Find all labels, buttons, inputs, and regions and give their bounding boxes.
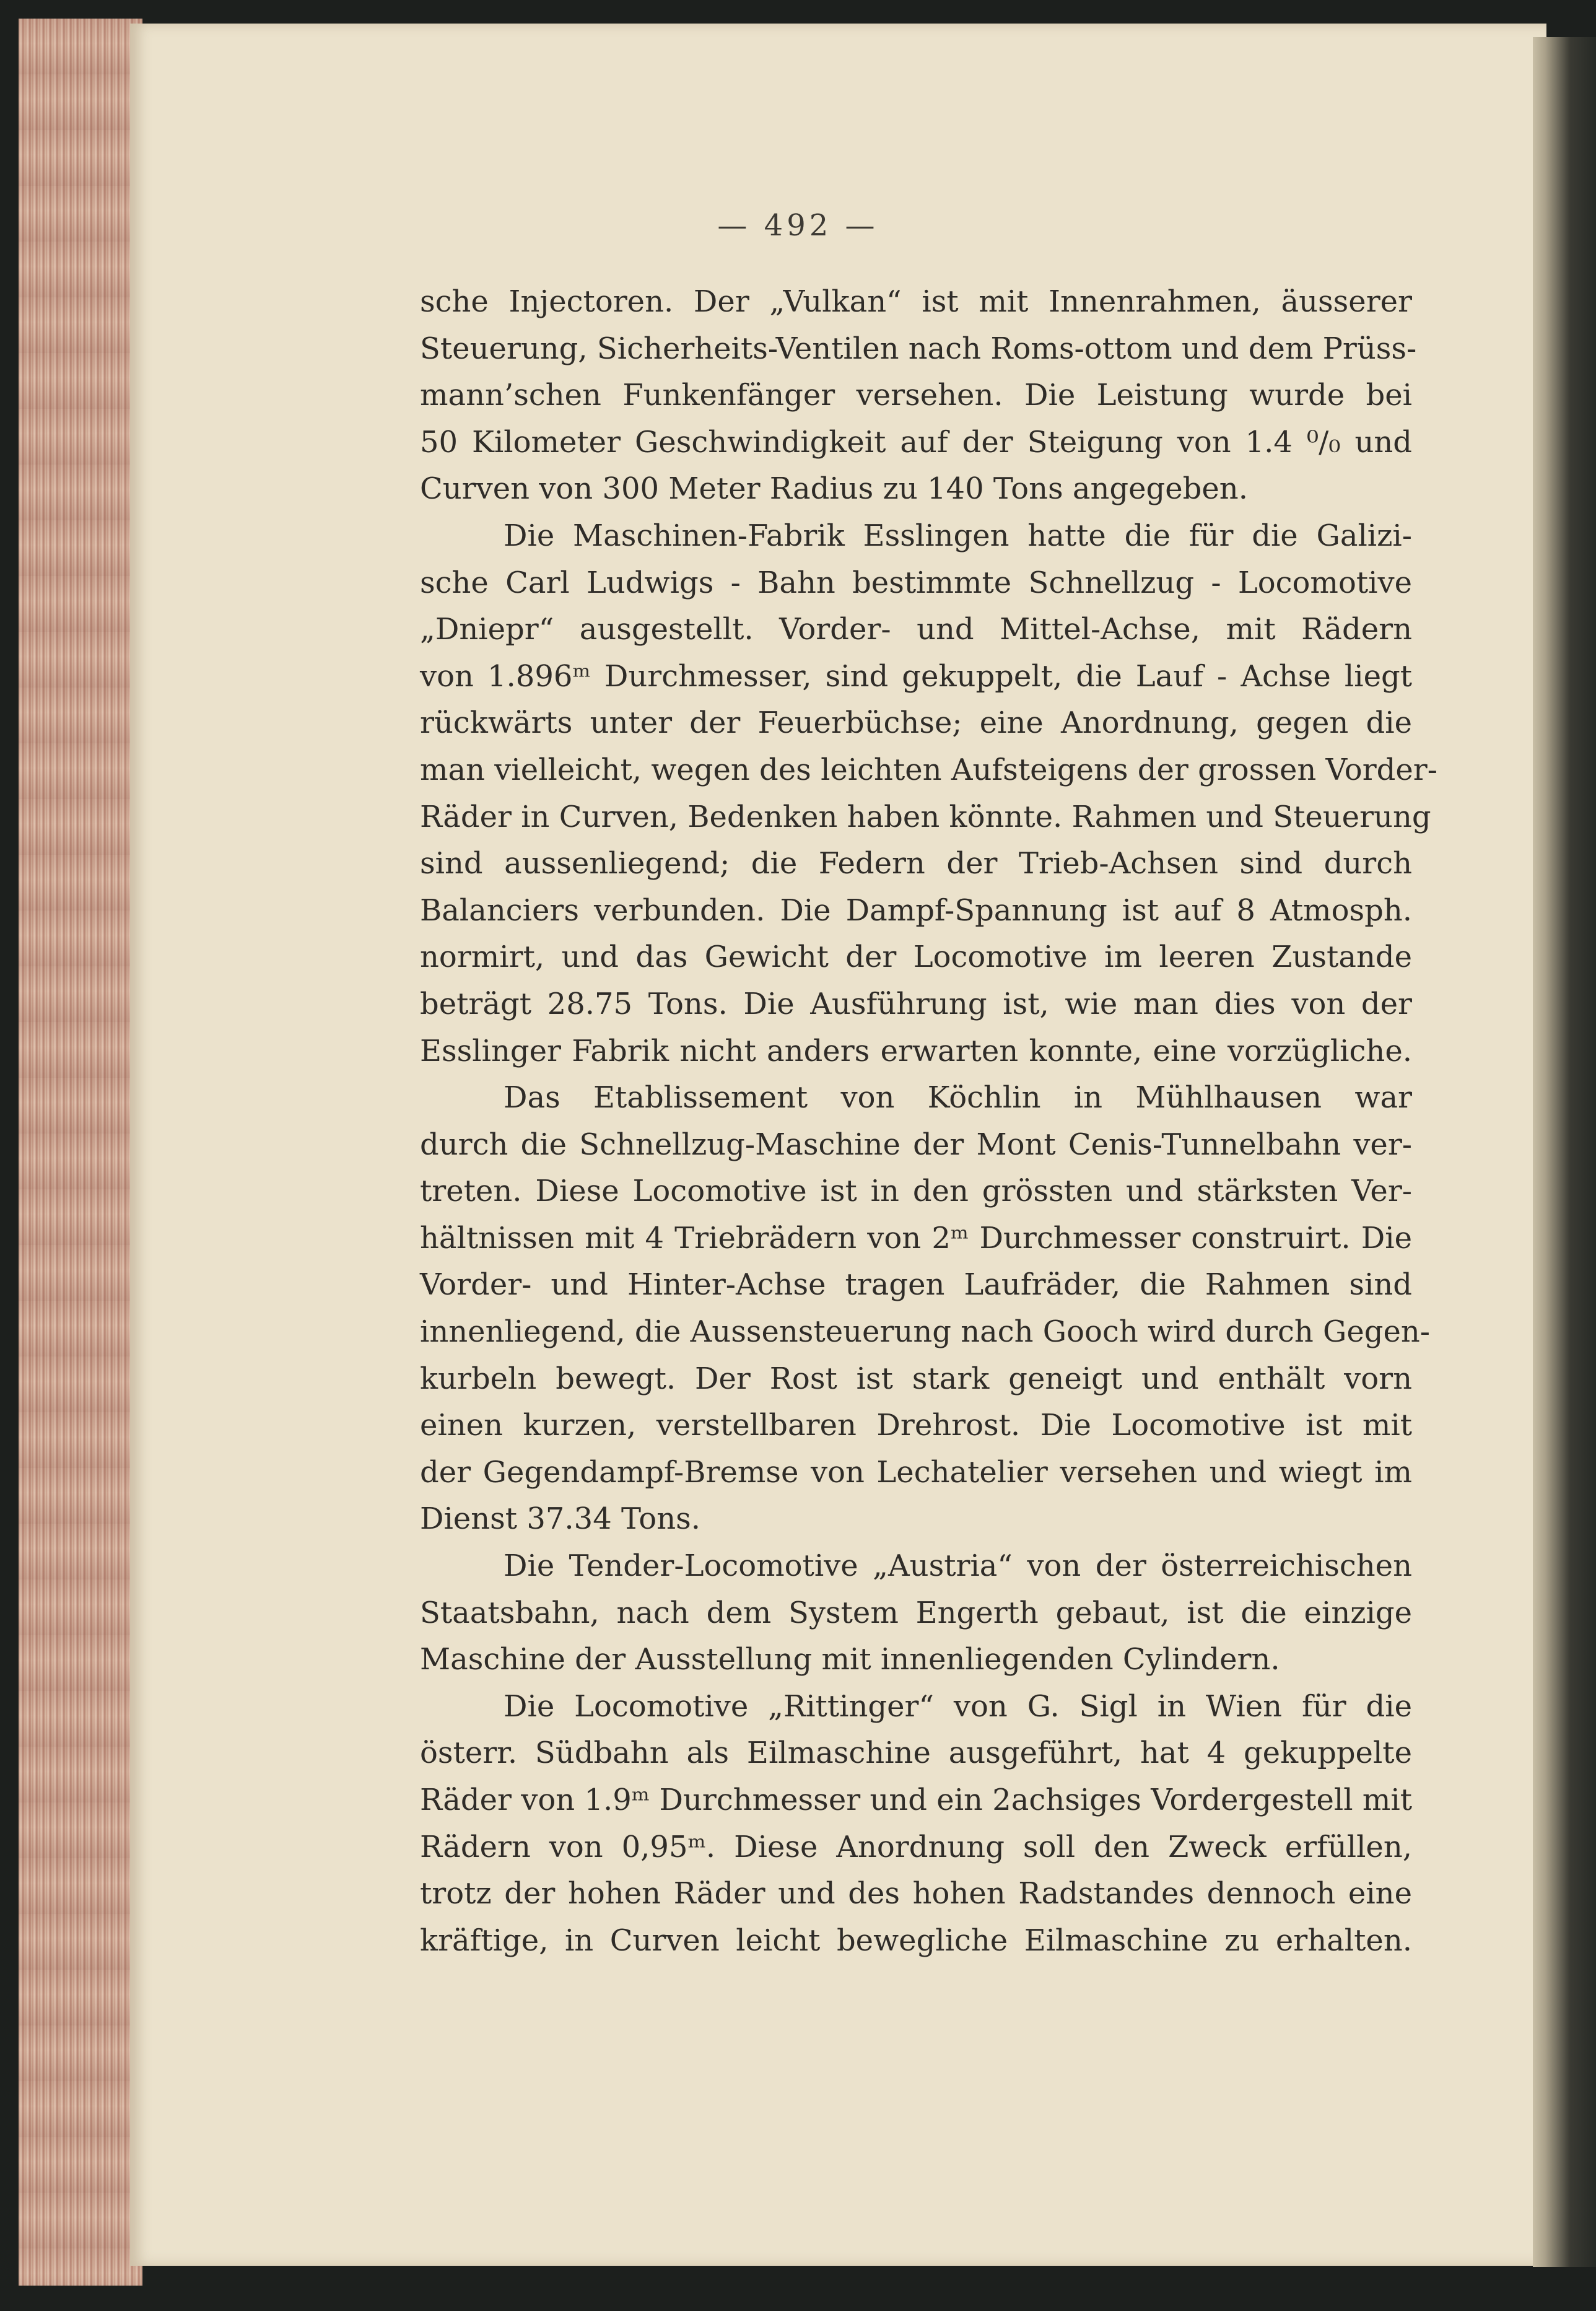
text-line: Rädern von 0,95ᵐ. Diese Anordnung soll den Zweck erfüllen, [420, 1829, 1412, 1864]
text-line: innenliegend, die Aussensteuerung nach Gooch wird durch Gegen- [420, 1314, 1431, 1350]
text-line: „Dniepr“ ausgestellt. Vorder- und Mittel-Achse, mit Rädern [420, 612, 1412, 647]
text-line: mann’schen Funkenfänger versehen. Die Leistung wurde bei [420, 378, 1412, 413]
text-line: rückwärts unter der Feuerbüchse; eine Anordnung, gegen die [420, 706, 1412, 741]
text-line: 50 Kilometer Geschwindigkeit auf der Steigung von 1.4 ⁰/₀ und [420, 424, 1412, 460]
text-line: Die Locomotive „Rittinger“ von G. Sigl in Wien für die [504, 1688, 1412, 1724]
text-line: sche Injectoren. Der „Vulkan“ ist mit Innenrahmen, äusserer [420, 284, 1412, 319]
text-line: normirt, und das Gewicht der Locomotive im leeren Zustande [420, 940, 1412, 975]
text-line: Curven von 300 Meter Radius zu 140 Tons angegeben. [420, 471, 1248, 507]
text-line: Maschine der Ausstellung mit innenliegenden Cylindern. [420, 1642, 1280, 1677]
book-gutter [1533, 37, 1596, 2267]
text-line: Die Tender-Locomotive „Austria“ von der österreichischen [504, 1549, 1412, 1584]
text-line: österr. Südbahn als Eilmaschine ausgeführt, hat 4 gekuppelte [420, 1736, 1412, 1771]
text-line: Dienst 37.34 Tons. [420, 1501, 700, 1537]
text-line: Esslinger Fabrik nicht anders erwarten konnte, eine vorzügliche. [420, 1033, 1412, 1068]
text-line: sind aussenliegend; die Federn der Trieb-Achsen sind durch [420, 846, 1412, 881]
text-line: man vielleicht, wegen des leichten Aufsteigens der grossen Vorder- [420, 752, 1437, 787]
text-line: kurbeln bewegt. Der Rost ist stark geneigt und enthält vorn [420, 1361, 1412, 1396]
body-text [420, 279, 1437, 1964]
text-line: Die Maschinen-Fabrik Esslingen hatte die für die Galizi- [504, 518, 1412, 553]
text-line: Staatsbahn, nach dem System Engerth gebaut, ist die einzige [420, 1595, 1412, 1630]
text-line: Räder von 1.9ᵐ Durchmesser und ein 2achsiges Vordergestell mit [420, 1783, 1412, 1817]
text-line: trotz der hohen Räder und des hohen Radstandes dennoch eine [420, 1876, 1412, 1911]
text-line: sche Carl Ludwigs - Bahn bestimmte Schnellzug - Locomotive [420, 565, 1412, 600]
text-line: Das Etablissement von Köchlin in Mühlhausen war [504, 1080, 1412, 1116]
text-line: einen kurzen, verstellbaren Drehrost. Die Locomotive ist mit [420, 1408, 1412, 1443]
page-edges [19, 19, 142, 2286]
text-line: von 1.896ᵐ Durchmesser, sind gekuppelt, die Lauf - Achse liegt [420, 658, 1412, 694]
text-line: beträgt 28.75 Tons. Die Ausführung ist, wie man dies von der [420, 986, 1412, 1021]
text-line: Balanciers verbunden. Die Dampf-Spannung ist auf 8 Atmosph. [420, 893, 1412, 928]
text-line: Vorder- und Hinter-Achse tragen Laufräder, die Rahmen sind [420, 1267, 1412, 1303]
text-line: durch die Schnellzug-Maschine der Mont Cenis-Tunnelbahn ver- [420, 1127, 1412, 1162]
text-line: Räder in Curven, Bedenken haben könnte. Rahmen und Steuerung [420, 799, 1431, 834]
text-line: Steuerung, Sicherheits-Ventilen nach Roms-ottom und dem Prüss- [420, 331, 1417, 366]
text-line: hältnissen mit 4 Triebrädern von 2ᵐ Durchmesser construirt. Die [420, 1220, 1412, 1256]
text-line: treten. Diese Locomotive ist in den grössten und stärksten Ver- [420, 1174, 1412, 1209]
text-line: der Gegendampf-Bremse von Lechatelier versehen und wiegt im [420, 1454, 1412, 1490]
text-line: kräftige, in Curven leicht bewegliche Eilmaschine zu erhalten. [420, 1923, 1412, 1958]
page-number: — 492 — [717, 208, 879, 243]
